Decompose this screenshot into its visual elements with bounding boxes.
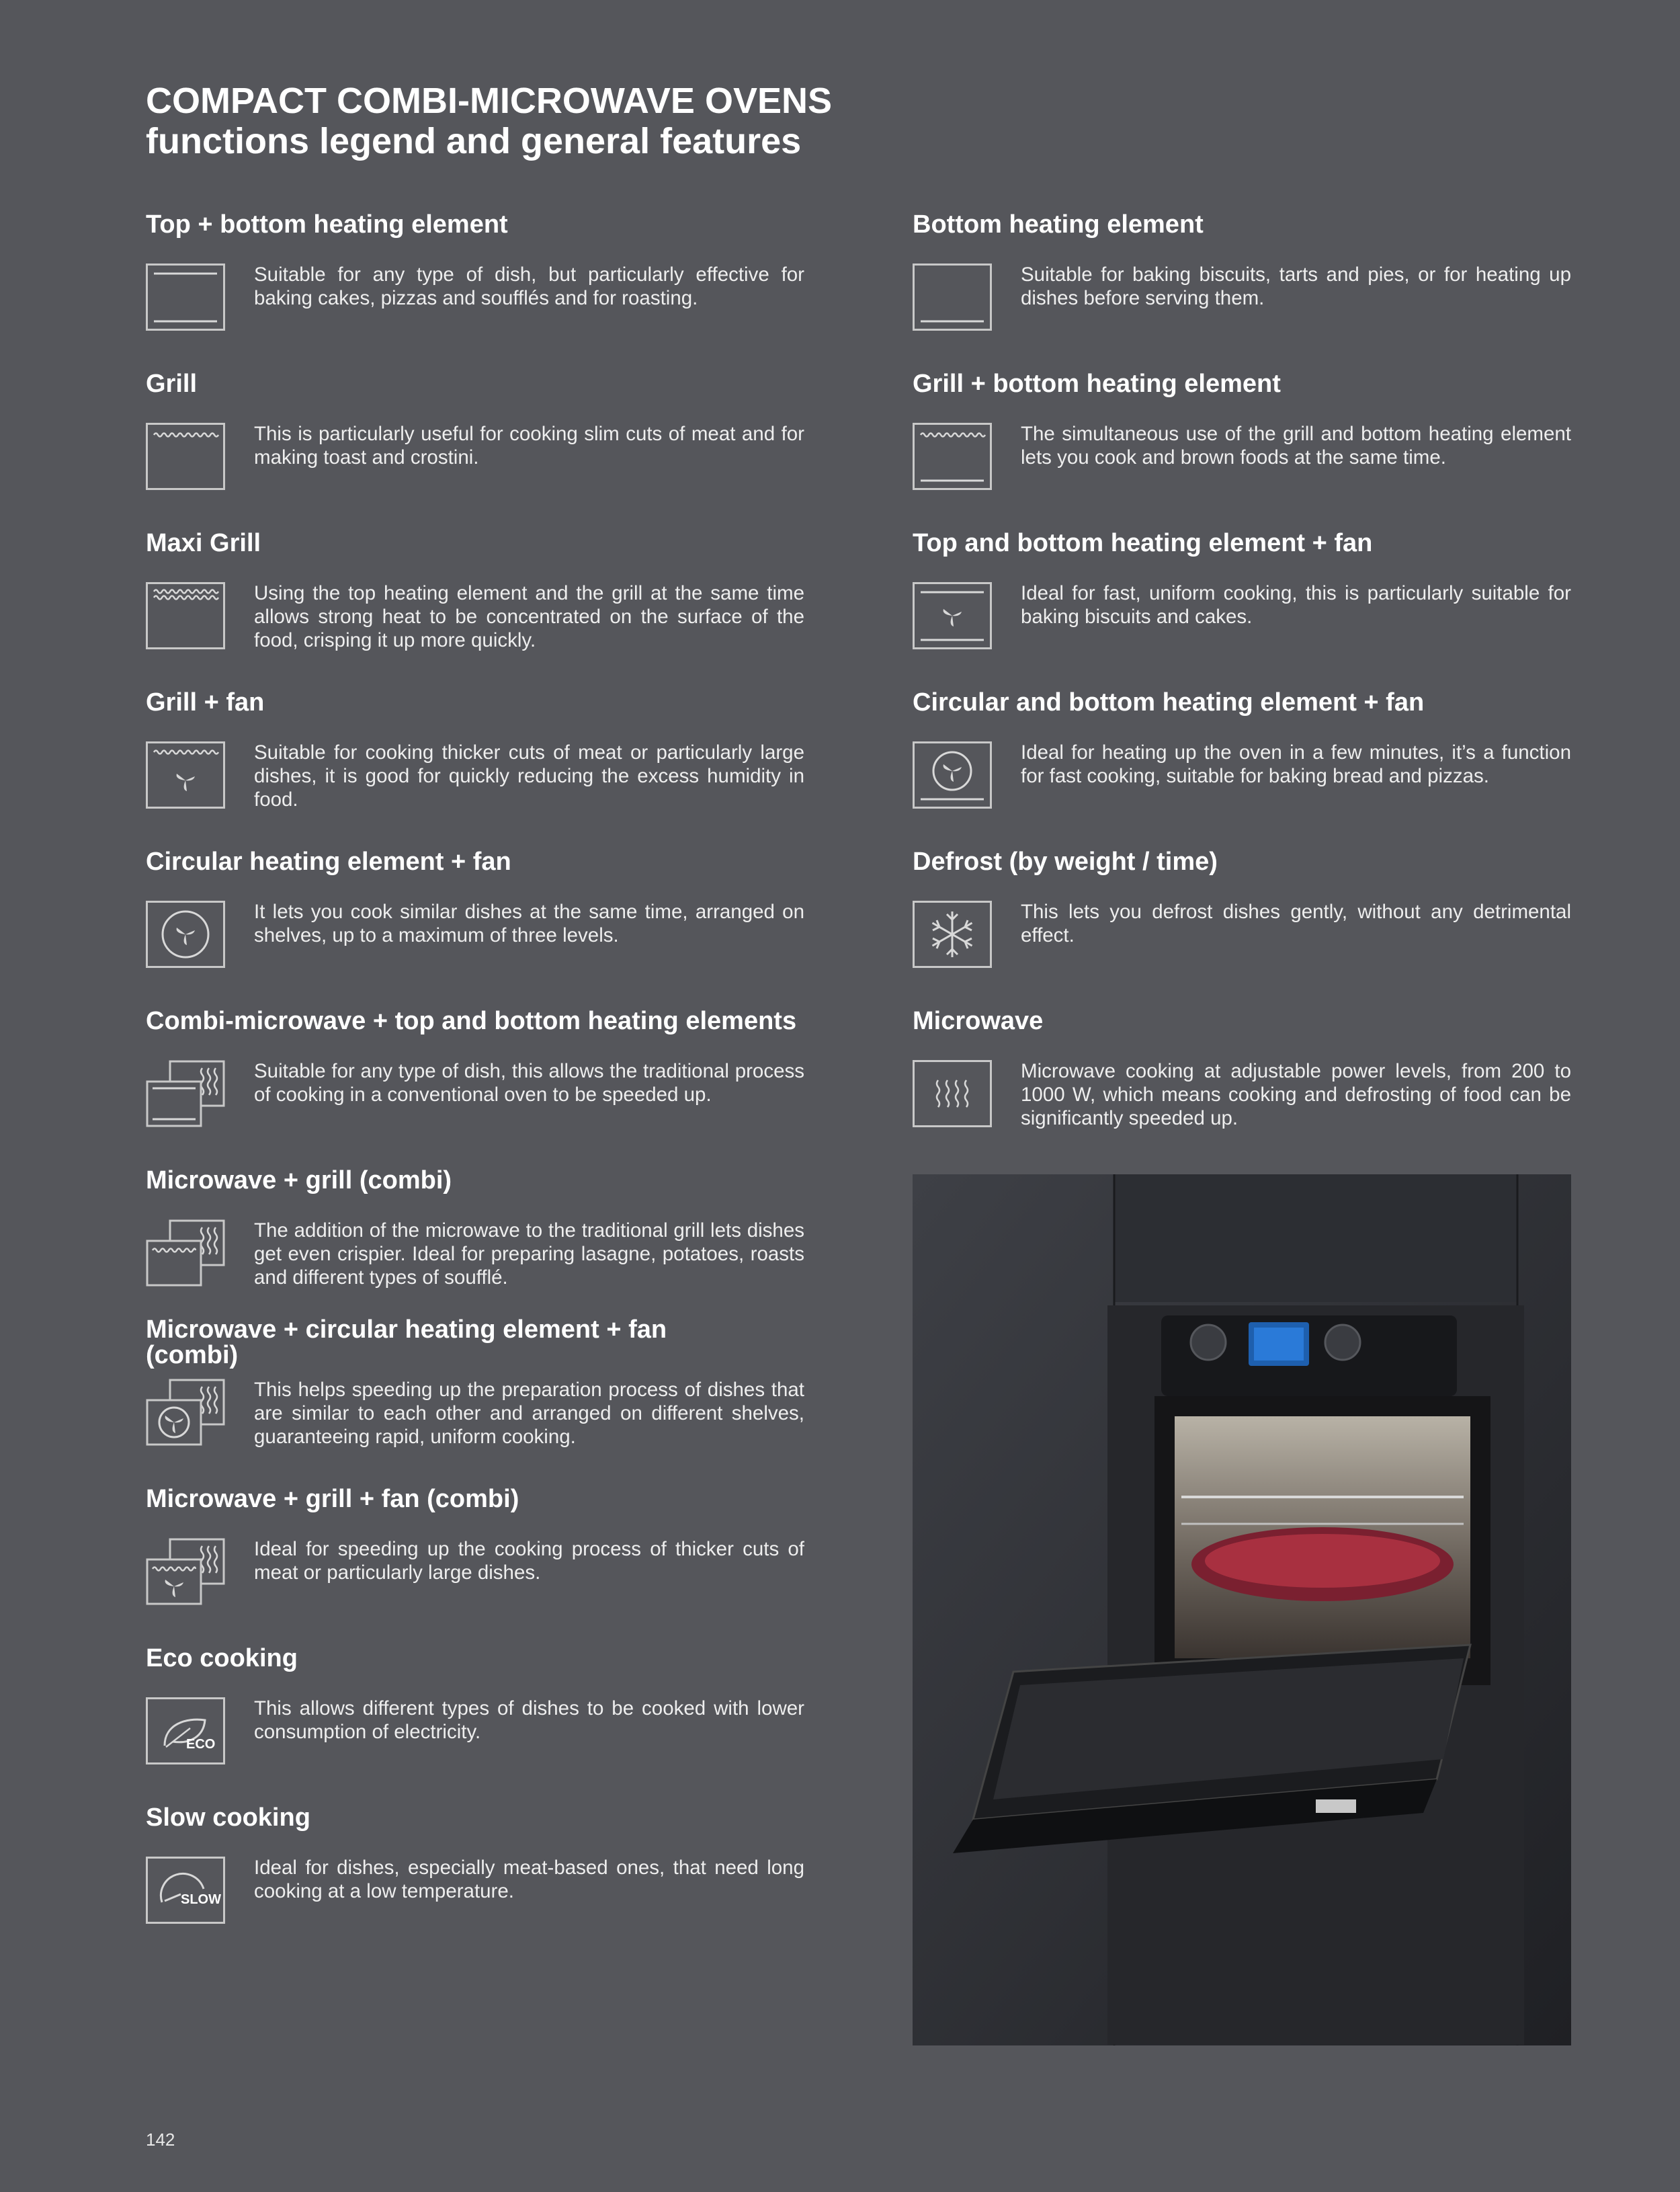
function-title: Microwave + grill + fan (combi) xyxy=(146,1485,519,1513)
function-title: Eco cooking xyxy=(146,1644,298,1672)
snowflake-icon xyxy=(913,901,992,968)
title-line-2: functions legend and general features xyxy=(146,121,802,161)
function-entry xyxy=(146,1476,804,1635)
function-entry xyxy=(146,1795,804,1954)
top-bottom-fan-icon xyxy=(913,582,992,649)
function-title: Microwave xyxy=(913,1007,1044,1035)
function-entry xyxy=(146,361,804,520)
circular-fan-icon xyxy=(146,901,225,968)
right-column xyxy=(913,202,1571,1158)
function-title: Defrost (by weight / time) xyxy=(913,848,1218,876)
function-title: Microwave + grill (combi) xyxy=(146,1166,452,1194)
function-description: It lets you cook similar dishes at the same time, arranged on shelves, up to a maximum of three levels. xyxy=(254,901,804,946)
function-entry xyxy=(913,361,1571,520)
eco-label: ECO xyxy=(186,1737,216,1752)
microwave-icon xyxy=(913,1060,992,1127)
function-title: Microwave + circular heating element + fan (combi) xyxy=(146,1315,667,1369)
function-title: Top and bottom heating element + fan xyxy=(913,529,1373,557)
function-description: Ideal for speeding up the cooking process of thicker cuts of meat or particularly large dishes. xyxy=(254,1538,804,1584)
function-entry xyxy=(146,839,804,998)
function-description: Suitable for cooking thicker cuts of meat or particularly large dishes, it is good for quickly reducing the excess humidity in food. xyxy=(254,741,804,811)
function-description: The addition of the microwave to the traditional grill lets dishes get even crispier. Ideal for preparing lasagne, potatoes, roasts and different types of soufflé. xyxy=(254,1219,804,1289)
function-title: Circular heating element + fan xyxy=(146,848,511,876)
top-bottom-heating-icon xyxy=(146,263,225,331)
function-entry xyxy=(146,998,804,1158)
function-description: Suitable for any type of dish, but particularly effective for baking cakes, pizzas and soufflés and for roasting. xyxy=(254,263,804,309)
function-description: Microwave cooking at adjustable power levels, from 200 to 1000 W, which means cooking and defrosting of food can be significantly speeded up. xyxy=(1021,1060,1571,1129)
title-line-1: COMPACT COMBI-MICROWAVE OVENS xyxy=(146,81,832,121)
grill-icon xyxy=(146,423,225,490)
function-title: Combi-microwave + top and bottom heating elements xyxy=(146,1007,797,1035)
function-description: Suitable for baking biscuits, tarts and pies, or for heating up dishes before serving them. xyxy=(1021,263,1571,309)
page-title xyxy=(146,81,832,161)
bottom-heating-icon xyxy=(913,263,992,331)
function-description: This helps speeding up the preparation process of dishes that are similar to each other and arranged on different shelves, guaranteeing rapid, uniform cooking. xyxy=(254,1379,804,1448)
eco-icon xyxy=(146,1697,225,1764)
page-number: 142 xyxy=(146,2129,175,2150)
slow-label: SLOW xyxy=(181,1892,221,1907)
function-entry xyxy=(146,680,804,839)
function-title: Grill + fan xyxy=(146,688,265,717)
function-title: Bottom heating element xyxy=(913,210,1204,239)
microwave-circular-fan-icon xyxy=(146,1379,225,1446)
function-description: Ideal for fast, uniform cooking, this is particularly suitable for baking biscuits and cakes. xyxy=(1021,582,1571,628)
function-entry xyxy=(913,202,1571,361)
function-entry xyxy=(146,1158,804,1317)
maxi-grill-icon xyxy=(146,582,225,649)
left-column xyxy=(146,202,804,1954)
function-description: Ideal for dishes, especially meat-based ones, that need long cooking at a low temperature. xyxy=(254,1857,804,1902)
function-title: Circular and bottom heating element + fan xyxy=(913,688,1425,717)
grill-fan-icon xyxy=(146,741,225,809)
function-description: Ideal for heating up the oven in a few minutes, it’s a function for fast cooking, suitable for baking bread and pizzas. xyxy=(1021,741,1571,787)
function-entry xyxy=(146,1635,804,1795)
function-description: This is particularly useful for cooking slim cuts of meat and for making toast and crostini. xyxy=(254,423,804,469)
function-title: Grill xyxy=(146,370,198,398)
function-title: Maxi Grill xyxy=(146,529,261,557)
microwave-grill-fan-icon xyxy=(146,1538,225,1605)
grill-bottom-icon xyxy=(913,423,992,490)
function-entry xyxy=(146,202,804,361)
function-entry xyxy=(146,520,804,680)
function-description: Suitable for any type of dish, this allows the traditional process of cooking in a conventional oven to be speeded up. xyxy=(254,1060,804,1106)
circular-bottom-fan-icon xyxy=(913,741,992,809)
microwave-grill-icon xyxy=(146,1219,225,1287)
oven-photo xyxy=(913,1174,1571,2045)
slow-icon xyxy=(146,1857,225,1924)
function-entry xyxy=(913,839,1571,998)
function-title: Slow cooking xyxy=(146,1803,310,1832)
function-title: Top + bottom heating element xyxy=(146,210,508,239)
function-title: Grill + bottom heating element xyxy=(913,370,1281,398)
function-description: The simultaneous use of the grill and bottom heating element lets you cook and brown foods at the same time. xyxy=(1021,423,1571,469)
function-description: This allows different types of dishes to be cooked with lower consumption of electricity. xyxy=(254,1697,804,1743)
function-entry xyxy=(913,520,1571,680)
function-description: Using the top heating element and the grill at the same time allows strong heat to be concentrated on the surface of the food, crisping it up more quickly. xyxy=(254,582,804,651)
function-entry xyxy=(913,998,1571,1158)
function-entry xyxy=(913,680,1571,839)
microwave-top-bottom-icon xyxy=(146,1060,225,1127)
function-description: This lets you defrost dishes gently, without any detrimental effect. xyxy=(1021,901,1571,946)
function-entry xyxy=(146,1317,804,1476)
